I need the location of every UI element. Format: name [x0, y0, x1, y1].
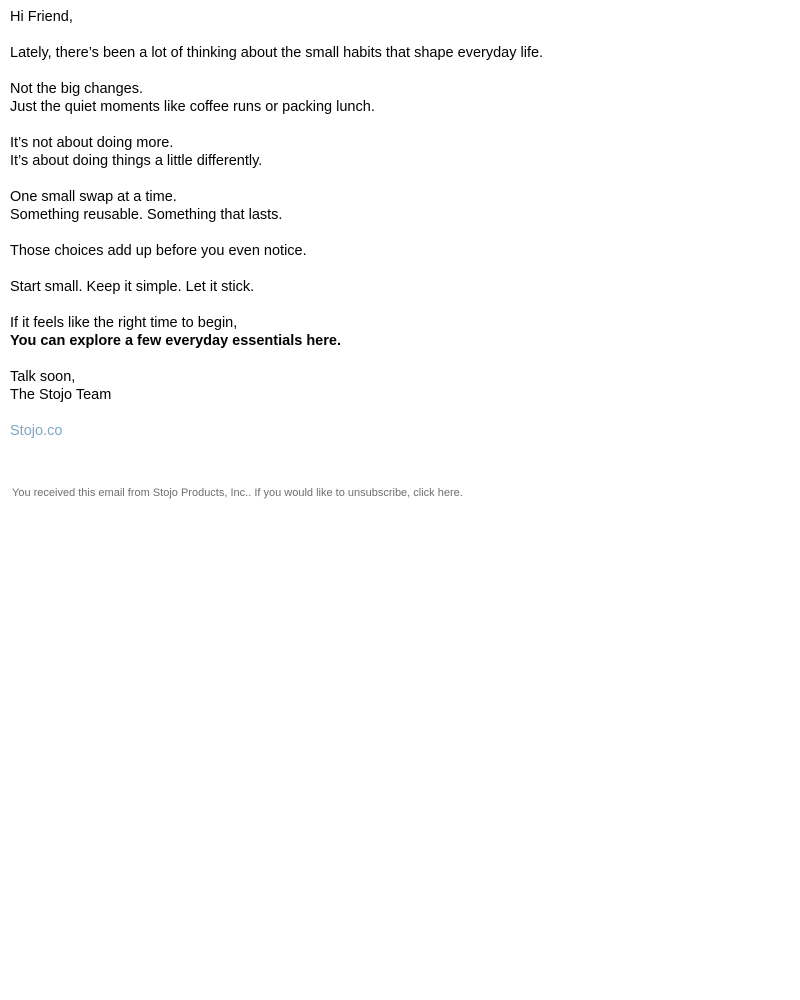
signature-line: The Stojo Team: [10, 387, 112, 403]
paragraph-4: [10, 188, 790, 224]
paragraph-line: Not the big changes.: [10, 81, 144, 97]
paragraph-line: Lately, there’s been a lot of thinking about the small habits that shape everyday life.: [10, 45, 544, 61]
paragraph-2: [10, 80, 790, 116]
paragraph-line: It’s about doing things a little differently.: [10, 153, 263, 169]
paragraph-line: Something reusable. Something that lasts.: [10, 207, 283, 223]
paragraph-line: If it feels like the right time to begin,: [10, 315, 238, 331]
signoff-line: Talk soon,: [10, 369, 76, 385]
paragraph-line: Just the quiet moments like coffee runs or packing lunch.: [10, 99, 375, 115]
site-link-paragraph: [10, 422, 790, 440]
paragraph-3: [10, 134, 790, 170]
paragraph-7-cta: [10, 314, 790, 350]
greeting-text: Hi Friend,: [10, 9, 73, 25]
signoff-paragraph: [10, 368, 790, 404]
paragraph-line: Those choices add up before you even notice.: [10, 243, 307, 259]
greeting-paragraph: [10, 8, 790, 26]
footer-text[interactable]: You received this email from Stojo Products, Inc.. If you would like to unsubscribe, click here.: [12, 487, 463, 499]
paragraph-line: One small swap at a time.: [10, 189, 177, 205]
site-link[interactable]: Stojo.co: [10, 423, 63, 439]
paragraph-5: [10, 242, 790, 260]
paragraph-6: [10, 278, 790, 296]
cta-text[interactable]: You can explore a few everyday essentials here.: [10, 333, 341, 349]
paragraph-line: Start small. Keep it simple. Let it stick.: [10, 279, 255, 295]
paragraph-1: [10, 44, 790, 62]
paragraph-line: It’s not about doing more.: [10, 135, 174, 151]
